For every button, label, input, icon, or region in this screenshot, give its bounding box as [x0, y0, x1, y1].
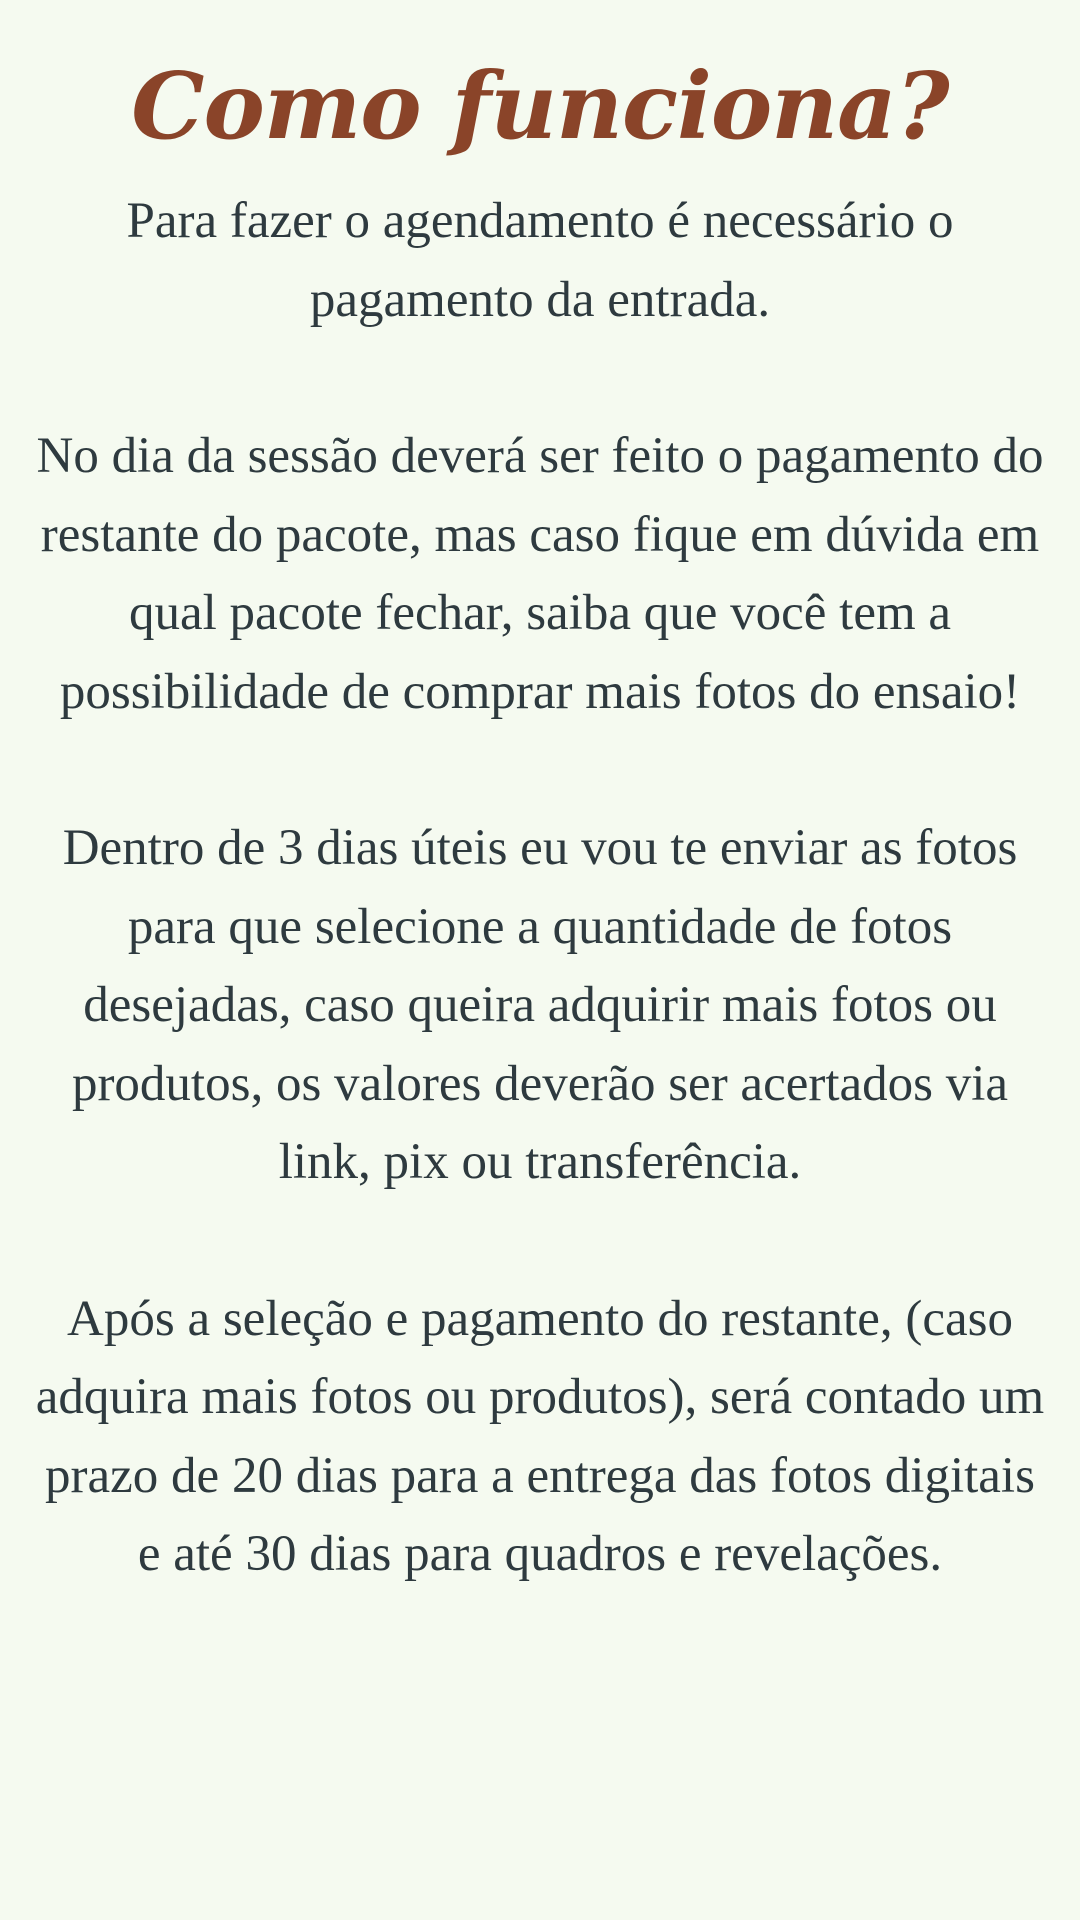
paragraph-session-payment: No dia da sessão deverá ser feito o pagamento do restante do pacote, mas caso fique em dúvida em qual pacote fechar, saiba que você tem a possibilidade de comprar mais fotos do ensaio! [36, 428, 1044, 720]
page-title: Como funciona? [131, 52, 949, 160]
paragraph-booking-deposit: Para fazer o agendamento é necessário o pagamento da entrada. [126, 193, 954, 328]
paragraph-delivery-deadline: Após a seleção e pagamento do restante, (caso adquira mais fotos ou produtos), será contado um prazo de 20 dias para a entrega das fotos digitais e até 30 dias para quadros e revelações. [35, 1290, 1045, 1582]
paragraph-photo-selection: Dentro de 3 dias úteis eu vou te enviar as fotos para que selecione a quantidade de fotos desejadas, caso queira adquirir mais fotos ou produtos, os valores deverão ser acertados via link, pix ou transferência. [62, 820, 1018, 1190]
